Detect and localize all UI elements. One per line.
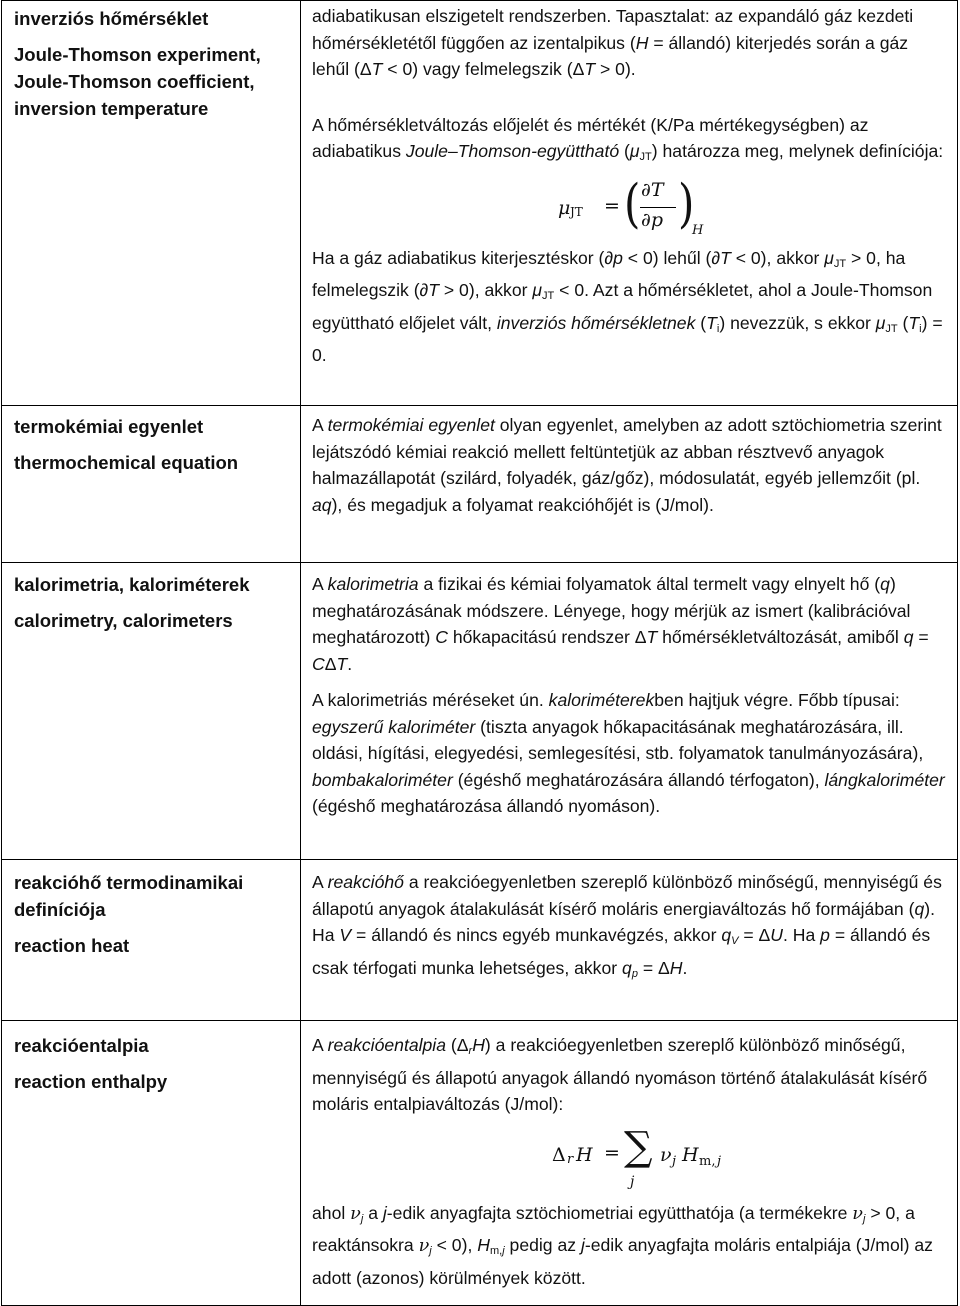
glossary-row xyxy=(2,1,958,406)
definition-paragraph: ahol $\nu_j$ a j-edik anyagfajta sztöchiometriai együtthatója (a termékekre $\nu_j > 0$, a reaktánsokra $\nu_j < 0$), $H_{m,j}$ pedig az j-edik anyagfajta moláris entalpiája (J/mol) az adott (azonos) körülmények között. xyxy=(312,1202,933,1288)
term-hu: inverziós hőmérséklet xyxy=(14,8,209,29)
definition-cell xyxy=(301,1,958,406)
definition-paragraph: A reakcióentalpia $(\Delta_rH)$ a reakcióegyenletben szereplő különböző minőségű, mennyiségű és állapotú anyagok állandó nyomáson történő átalakulását kísérő moláris entalpiaváltozás (J/mol): xyxy=(312,1035,928,1114)
glossary-row xyxy=(2,563,958,860)
glossary-row xyxy=(2,1021,958,1306)
definition-paragraph: A termokémiai egyenlet olyan egyenlet, amelyben az adott sztöchiometria szerint lejátszódó kémiai reakció mellett feltüntetjük az abban résztvevő anyagok halmazállapotát (szilárd, folyadék, gáz/gőz), módosulatát, egyéb jellemzőit (pl. aq), és megadjuk a folyamat reakcióhőjét is (J/mol). xyxy=(312,415,942,515)
term-cell xyxy=(2,563,301,860)
term-hu: termokémiai egyenlet xyxy=(14,416,204,437)
term-cell xyxy=(2,1021,301,1306)
term-cell xyxy=(2,406,301,563)
term-en: reaction heat xyxy=(14,935,130,956)
term-cell xyxy=(2,860,301,1021)
glossary-row xyxy=(2,406,958,563)
term-en: thermochemical equation xyxy=(14,452,239,473)
jt-coefficient-formula: μ JT = ( ∂T ∂p ) H xyxy=(558,172,704,238)
definition-cell xyxy=(301,860,958,1021)
definition-cell xyxy=(301,1021,958,1306)
definition-paragraph: adiabatikusan elszigetelt rendszerben. Tapasztalat: az expandáló gáz kezdeti hőmérsékletétől függően az izentalpikus (H = állandó) kiterjedés során a gáz lehűl (ΔT < 0) vagy felmelegszik (ΔT > 0). xyxy=(312,6,914,79)
definition-paragraph: A kalorimetriás méréseket ún. kaloriméterekben hajtjuk végre. Főbb típusai: egyszerű kaloriméter (tiszta anyagok hőkapacitásának meghatározására, ill. oldási, hígítási, elegyedési, semlegesítési, stb. folyamatok tanulmányozására), bombakaloriméter (égéshő meghatározására állandó térfogaton), lángkaloriméter (égéshő meghatározása állandó nyomáson). xyxy=(312,690,945,816)
definition-cell xyxy=(301,406,958,563)
term-cell xyxy=(2,1,301,406)
definition-paragraph: A reakcióhő a reakcióegyenletben szereplő különböző minőségű, mennyiségű és állapotú anyagok átalakulását kísérő moláris energiaváltozás hő formájában (q). Ha V = állandó és nincs egyéb munkavégzés, akkor $q_V = \Delta U$. Ha p = állandó és csak térfogati munka lehetséges, akkor $q_p = \Delta H$. xyxy=(312,872,942,980)
glossary-row xyxy=(2,860,958,1021)
term-en: reaction enthalpy xyxy=(14,1071,168,1092)
term-en: Joule-Thomson experiment, Joule-Thomson coefficient, inversion temperature xyxy=(14,44,261,119)
definition-cell xyxy=(301,563,958,860)
term-hu: reakcióentalpia xyxy=(14,1035,149,1056)
term-en: calorimetry, calorimeters xyxy=(14,610,233,631)
term-hu: kalorimetria, kaloriméterek xyxy=(14,574,250,595)
reaction-enthalpy-formula: Δ r H = ∑ j ν j H m, j xyxy=(552,1123,722,1190)
definition-paragraph: A hőmérsékletváltozás előjelét és mértékét (K/Pa mértékegységben) az adiabatikus Joule–Thomson-együttható $(\mu_{JT})$ határozza meg, melynek definíciója: xyxy=(312,114,944,163)
definition-paragraph: A kalorimetria a fizikai és kémiai folyamatok által termelt vagy elnyelt hő (q) meghatározásának módszere. Lényege, hogy mérjük az ismert (kalibrációval meghatározott) C hőkapacitású rendszer ΔT hőmérsékletváltozását, amiből q = CΔT. xyxy=(312,574,929,674)
definition-paragraph: Ha a gáz adiabatikus kiterjesztéskor (∂p < 0) lehűl (∂T < 0), akkor $\mu_{JT} > 0$, ha felmelegszik (∂T > 0), akkor $\mu_{JT} < 0$. Azt a hőmérsékletet, ahol a Joule-Thomson együttható előjelet vált, inverziós hőmérsékletnek $(T_i)$ nevezzük, s ekkor $\mu_{JT}$ $(T_i) = 0$. xyxy=(312,247,943,365)
term-hu: reakcióhő termodinamikai definíciója xyxy=(14,872,244,920)
glossary-table xyxy=(1,0,958,1306)
